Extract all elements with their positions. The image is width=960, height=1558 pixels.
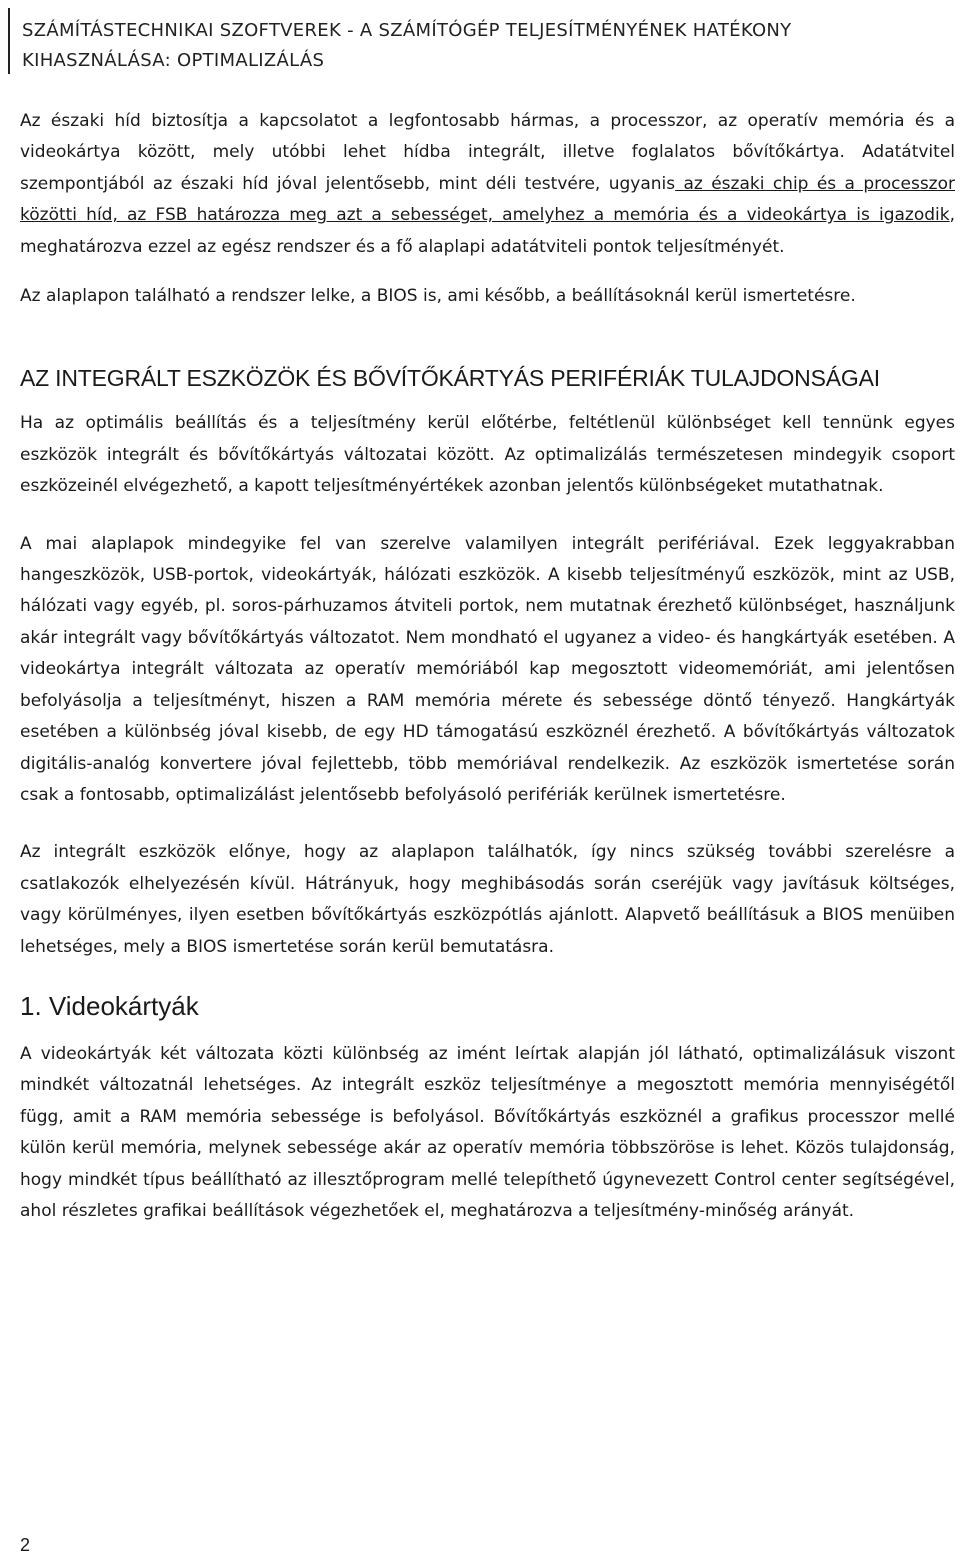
paragraph-northbridge [20, 106, 955, 263]
document-body [20, 106, 955, 1253]
header-title: SZÁMÍTÁSTECHNIKAI SZOFTVEREK - A SZÁMÍTÓGÉP TELJESÍTMÉNYÉNEK HATÉKONY KIHASZNÁLÁSA: OPTIMALIZÁLÁS [22, 20, 792, 71]
page-number: 2 [20, 1535, 31, 1555]
page-header [8, 8, 950, 74]
paragraph-text: Az északi híd biztosítja a kapcsolatot a legfontosabb hármas, a processzor, az operatív memória és a videokártya között, mely utóbbi lehet hídba integrált, illetve foglalatos bővítőkártya. Adatátvitel szempontjából az északi híd jóval jelentősebb, mint déli testvére, ugyanis [20, 111, 955, 194]
paragraph-advantages: Az integrált eszközök előnye, hogy az alaplapon találhatók, így nincs szükség további szerelésre a csatlakozók elhelyezésén kívül. Hátrányuk, hogy meghibásodás során cseréjük vagy javításuk költséges, vagy körülményes, ilyen esetben bővítőkártyás eszközpótlás ajánlott. Alapvető beállításuk a BIOS menüiben lehetséges, mely a BIOS ismertetése során kerül bemutatásra. [20, 842, 955, 957]
paragraph-videocards: A videokártyák két változata közti különbség az imént leírtak alapján jól látható, optimalizálásuk viszont mindkét változatnál lehetséges. Az integrált eszköz teljesítménye a megosztott memória mennyiségétől függ, amit a RAM memória sebessége is befolyásol. Bővítőkártyás eszköznél a grafikus processzor mellé külön kerül memória, melynek sebessége akár az operatív memória többszöröse is lehet. Közös tulajdonság, hogy mindkét típus beállítható az illesztőprogram mellé telepíthető úgynevezett Control center segítségével, ahol részletes grafikai beállítások végezhetőek el, meghatározva a teljesítmény-minőség arányát. [20, 1043, 955, 1221]
paragraph-optimal-settings: Ha az optimális beállítás és a teljesítmény kerül előtérbe, feltétlenül különbséget kell tennünk egyes eszközök integrált és bővítőkártyás változatai között. Az optimalizálás természetesen mindegyik csoport eszközeinél elvégezhető, a kapott teljesítményértékek azonban jelentős különbségeket mutathatnak. [20, 413, 955, 497]
subsection-heading: 1. Videokártyák [20, 990, 199, 1021]
paragraph-bios: Az alaplapon található a rendszer lelke, a BIOS is, ami később, a beállításoknál kerül ismertetésre. [20, 286, 856, 307]
paragraph-text: , meghatározva ezzel az egész rendszer és a fő alaplapi adatátviteli pontok teljesítményét. [20, 205, 955, 257]
underlined-text: az északi chip és a processzor közötti híd, az FSB határozza meg azt a sebességet, amelyhez a memória és a videokártya is igazodik [20, 173, 955, 226]
section-heading: AZ INTEGRÁLT ESZKÖZÖK ÉS BŐVÍTŐKÁRTYÁS PERIFÉRIÁK TULAJDONSÁGAI [20, 365, 880, 392]
paragraph-integrated-peripherals: A mai alaplapok mindegyike fel van szerelve valamilyen integrált perifériával. Ezek leggyakrabban hangeszközök, USB-portok, videokártyák, hálózati eszközök. A kisebb teljesítményű eszközök, mint az USB, hálózati vagy egyéb, pl. soros-párhuzamos átviteli portok, nem mutatnak érezhető különbséget, használjunk akár integrált vagy bővítőkártyás változatot. Nem mondható el ugyanez a video- és hangkártyák esetében. A videokártya integrált változata az operatív memóriából kap megosztott videomemóriát, ami jelentősen befolyásolja a teljesítményt, hiszen a RAM memória mérete és sebessége döntő tényező. Hangkártyák esetében a különbség jóval kisebb, de egy HD támogatású eszköznél érezhető. A bővítőkártyás változatok digitális-analóg konvertere jóval fejlettebb, több memóriával rendelkezik. Az eszközök ismertetése során csak a fontosabb, optimalizálást jelentősebb befolyásoló perifériák kerülnek ismertetésre. [20, 533, 955, 805]
